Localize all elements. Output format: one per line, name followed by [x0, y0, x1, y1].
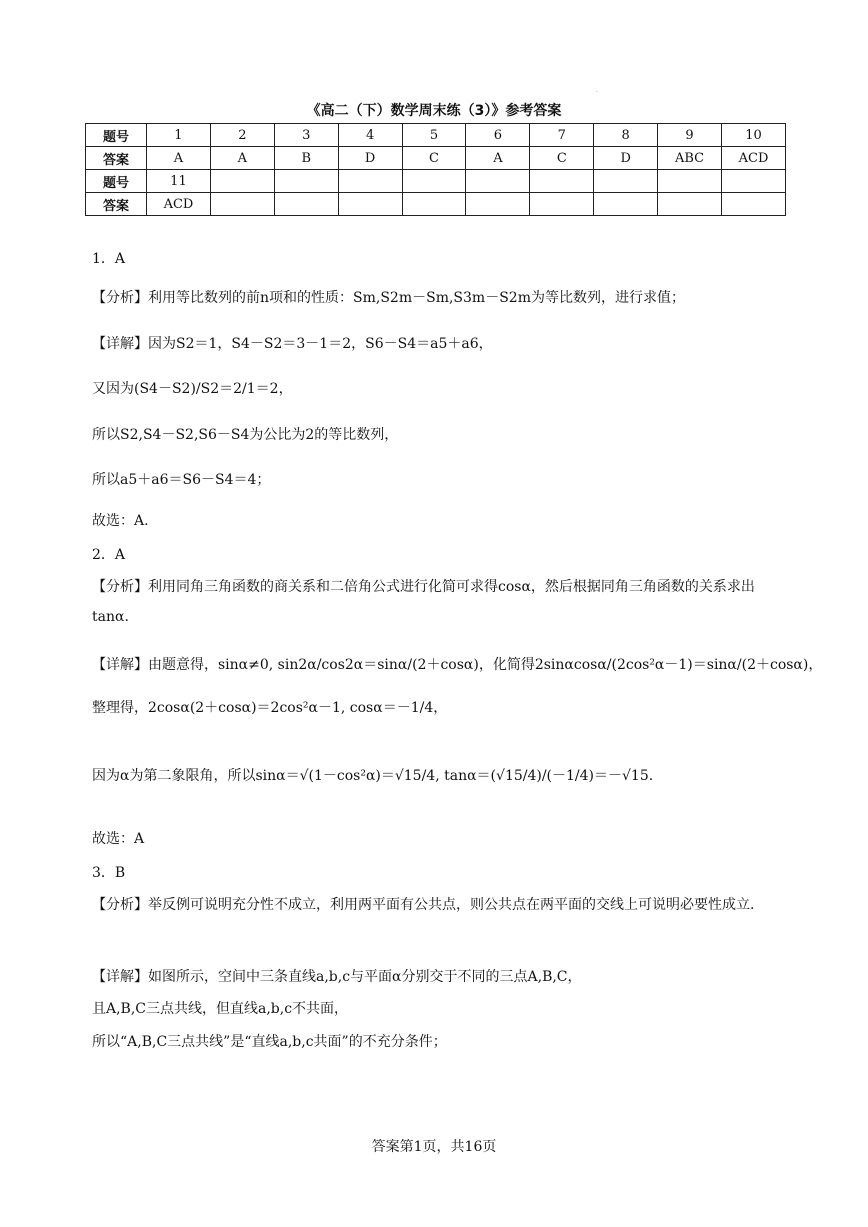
- row-header: 答案: [86, 193, 147, 216]
- detail-text: 【详解】由题意得，sinα≠0, sin2α/cos2α＝sinα/(2＋cosα)，化简得2sinαcosα/(2cos²α－1)＝sinα/(2＋cosα)，: [92, 657, 823, 673]
- stray-dot: ·: [596, 89, 598, 96]
- question-2-heading: 2．A: [92, 547, 126, 563]
- table-cell: D: [338, 147, 402, 170]
- table-cell: [658, 193, 722, 216]
- document-title: 《高二（下）数学周末练（3）》参考答案: [306, 103, 562, 119]
- table-cell: 8: [594, 124, 658, 147]
- analysis-text: 【分析】利用同角三角函数的商关系和二倍角公式进行化简可求得cosα，然后根据同角三角函数的关系求出tanα.: [92, 579, 755, 625]
- table-cell: [722, 170, 786, 193]
- detail-text: 所以S2,S4－S2,S6－S4为公比为2的等比数列，: [92, 427, 399, 443]
- detail-text: 所以“A,B,C三点共线”是“直线a,b,c共面”的不充分条件；: [92, 1034, 447, 1050]
- table-cell: [338, 193, 402, 216]
- table-row: [86, 124, 786, 147]
- analysis-text: 【分析】举反例可说明充分性不成立，利用两平面有公共点，则公共点在两平面的交线上可说明必要性成立.: [92, 897, 755, 913]
- table-cell: A: [147, 147, 211, 170]
- table-cell: 11: [147, 170, 211, 193]
- table-cell: 2: [210, 124, 274, 147]
- table-cell: [594, 193, 658, 216]
- detail-text: 【详解】因为S2＝1，S4－S2＝3－1＝2，S6－S4＝a5＋a6，: [92, 336, 493, 352]
- question-3-heading: 3．B: [92, 865, 126, 881]
- row-header: 题号: [86, 124, 147, 147]
- table-cell: 1: [147, 124, 211, 147]
- table-cell: A: [210, 147, 274, 170]
- table-cell: [274, 193, 338, 216]
- table-cell: [658, 170, 722, 193]
- table-cell: [466, 193, 530, 216]
- table-cell: [402, 193, 466, 216]
- table-row: [86, 193, 786, 216]
- table-cell: ACD: [147, 193, 211, 216]
- detail-text: 又因为(S4－S2)/S2＝2/1＝2，: [92, 381, 293, 397]
- table-cell: B: [274, 147, 338, 170]
- table-cell: [594, 170, 658, 193]
- table-cell: [402, 170, 466, 193]
- answer-choice: 故选：A.: [92, 513, 149, 529]
- analysis-text: 【分析】利用等比数列的前n项和的性质：Sm,S2m－Sm,S3m－S2m为等比数列，进行求值；: [92, 290, 685, 306]
- table-cell: 7: [530, 124, 594, 147]
- table-cell: A: [466, 147, 530, 170]
- table-cell: D: [594, 147, 658, 170]
- table-cell: [466, 170, 530, 193]
- answer-choice: 故选：A: [92, 831, 145, 847]
- table-cell: ACD: [722, 147, 786, 170]
- table-cell: 9: [658, 124, 722, 147]
- table-cell: [722, 193, 786, 216]
- table-cell: [530, 193, 594, 216]
- table-cell: [530, 170, 594, 193]
- table-cell: 3: [274, 124, 338, 147]
- table-cell: 10: [722, 124, 786, 147]
- detail-text: 因为α为第二象限角，所以sinα＝√(1－cos²α)＝√15/4, tanα＝(√15/4)/(－1/4)＝－√15.: [92, 768, 654, 784]
- detail-text: 所以a5＋a6＝S6－S4＝4；: [92, 472, 271, 488]
- table-cell: C: [530, 147, 594, 170]
- table-cell: [210, 193, 274, 216]
- table-cell: C: [402, 147, 466, 170]
- table-cell: 6: [466, 124, 530, 147]
- detail-text: 且A,B,C三点共线，但直线a,b,c不共面，: [92, 1001, 349, 1017]
- question-1-heading: 1．A: [92, 251, 126, 267]
- answer-table: [85, 123, 786, 216]
- table-row: [86, 170, 786, 193]
- table-cell: ABC: [658, 147, 722, 170]
- table-cell: [338, 170, 402, 193]
- table-cell: 4: [338, 124, 402, 147]
- row-header: 题号: [86, 170, 147, 193]
- table-cell: 5: [402, 124, 466, 147]
- page-footer: 答案第1页，共16页: [371, 1139, 497, 1155]
- table-cell: [274, 170, 338, 193]
- row-header: 答案: [86, 147, 147, 170]
- table-row: [86, 147, 786, 170]
- detail-text: 整理得，2cosα(2＋cosα)＝2cos²α－1, cosα＝－1/4，: [92, 700, 448, 716]
- table-cell: [210, 170, 274, 193]
- detail-text: 【详解】如图所示，空间中三条直线a,b,c与平面α分别交于不同的三点A,B,C，: [92, 969, 582, 985]
